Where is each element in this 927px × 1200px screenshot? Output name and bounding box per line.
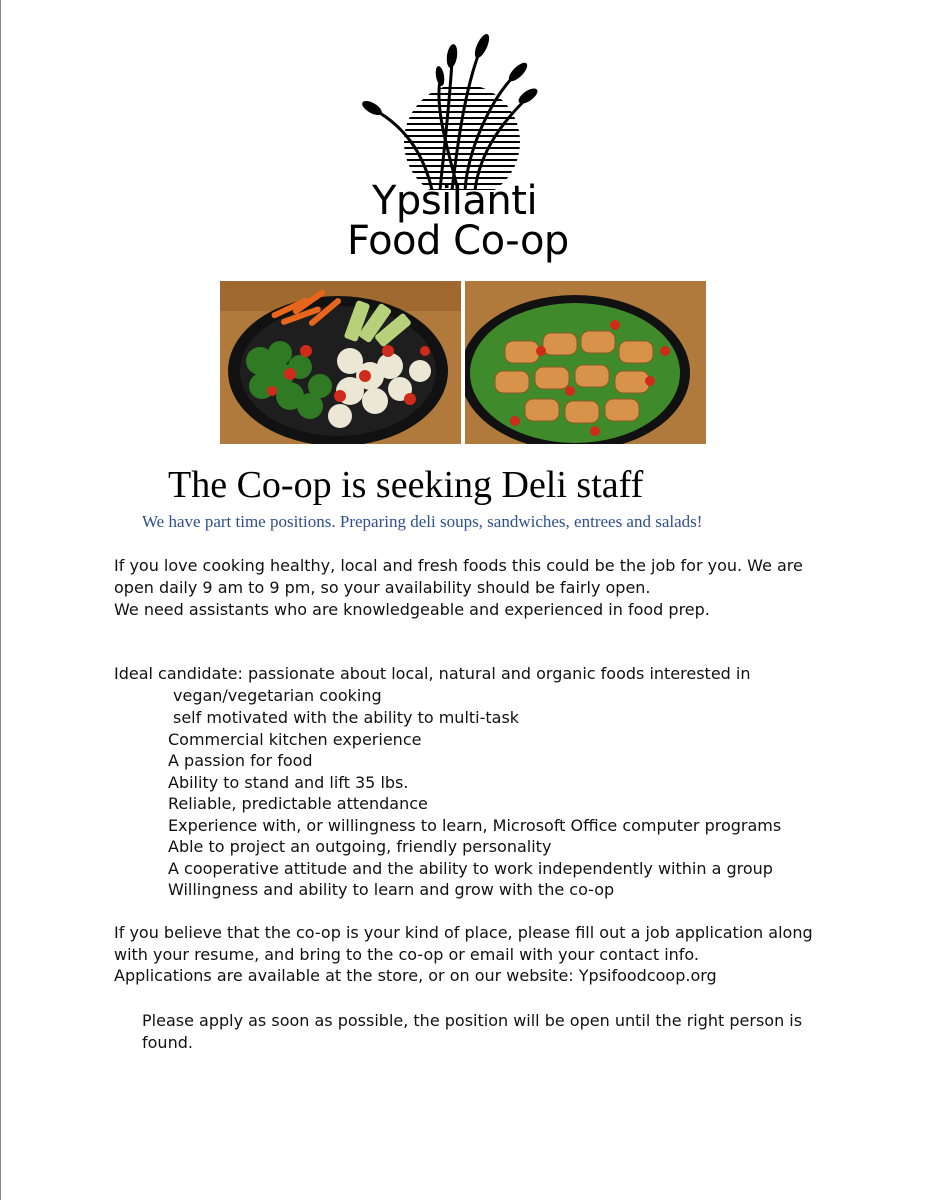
closing-line: Please apply as soon as possible, the position will be open until the right person is [142, 1011, 803, 1030]
requirement-item: Able to project an outgoing, friendly personality [168, 837, 552, 856]
subheadline: We have part time positions. Preparing deli soups, sandwiches, entrees and salads! [142, 512, 703, 531]
ideal-candidate-lead: Ideal candidate: passionate about local, natural and organic foods interested in [114, 664, 751, 683]
requirement-item: Experience with, or willingness to learn, Microsoft Office computer programs [168, 816, 782, 835]
intro-line: We need assistants who are knowledgeable and experienced in food prep. [114, 600, 710, 619]
requirement-item: self motivated with the ability to multi-task [173, 708, 520, 727]
requirement-item: vegan/vegetarian cooking [173, 686, 382, 705]
closing-line: found. [142, 1033, 193, 1052]
apply-line: Applications are available at the store, or on our website: Ypsifoodcoop.org [114, 966, 717, 985]
intro-line: open daily 9 am to 9 pm, so your availability should be fairly open. [114, 578, 651, 597]
apply-line: with your resume, and bring to the co-op or email with your contact info. [114, 945, 699, 964]
veggie-platter-photo [220, 281, 461, 444]
requirement-item: A passion for food [168, 751, 313, 770]
logo-name-line1: Ypsilanti [372, 178, 538, 224]
requirement-item: A cooperative attitude and the ability to work independently within a group [168, 859, 773, 878]
requirement-item: Commercial kitchen experience [168, 730, 422, 749]
logo-name-line2: Food Co-op [347, 218, 569, 264]
apply-line: If you believe that the co-op is your kind of place, please fill out a job application along [114, 923, 813, 942]
requirement-item: Reliable, predictable attendance [168, 794, 428, 813]
page-edge [0, 0, 1, 1200]
page-title: The Co-op is seeking Deli staff [168, 464, 644, 506]
requirement-item: Willingness and ability to learn and grow with the co-op [168, 880, 615, 899]
wheat-sun-icon [340, 30, 590, 190]
wrap-platter-photo [465, 281, 706, 444]
intro-line: If you love cooking healthy, local and fresh foods this could be the job for you. We are [114, 556, 803, 575]
requirement-item: Ability to stand and lift 35 lbs. [168, 773, 409, 792]
